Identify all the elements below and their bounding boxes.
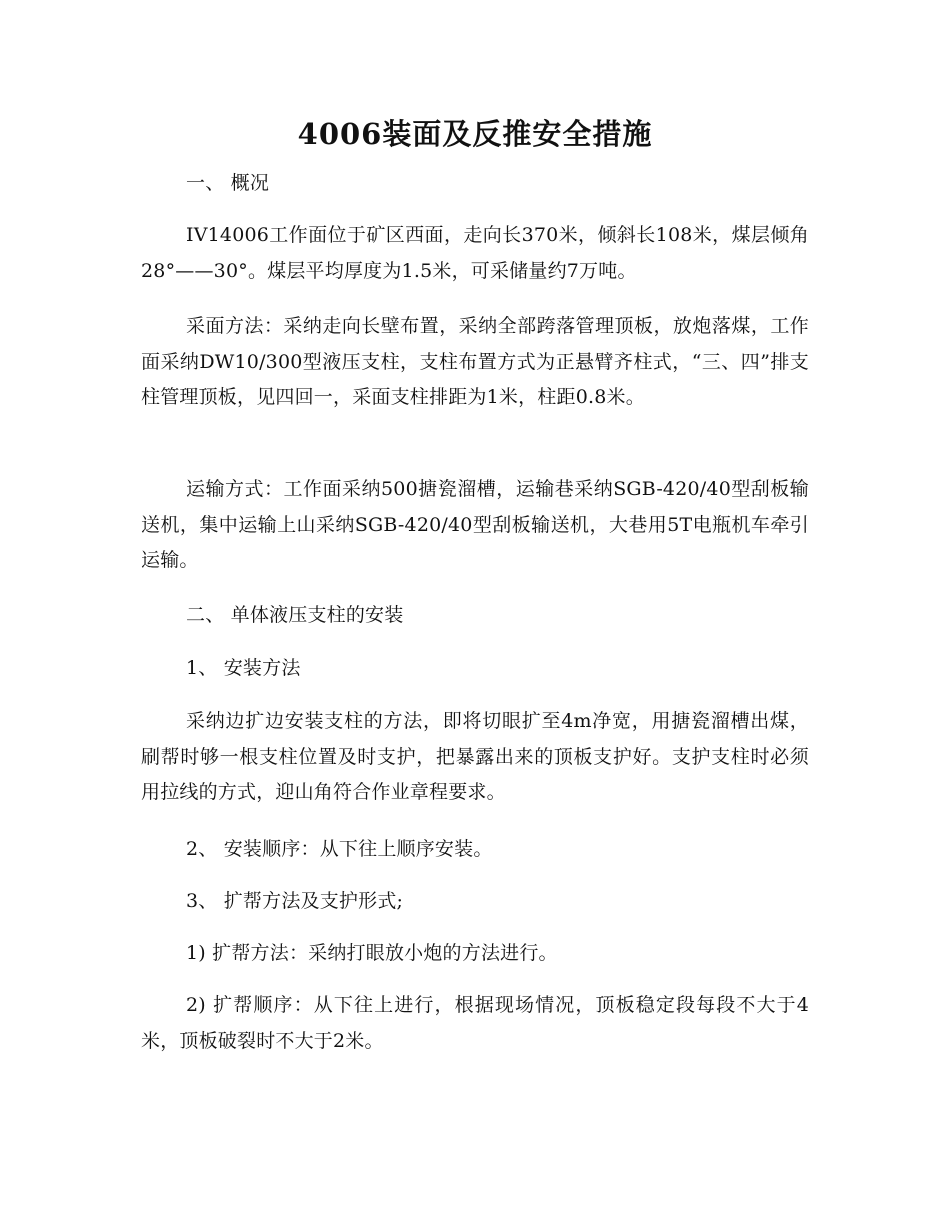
item-expansion-order: 2) 扩帮顺序：从下往上进行，根据现场情况，顶板稳定段每段不大于4米，顶板破裂时不大于2米。 <box>141 994 809 1052</box>
document-title: 4006装面及反推安全措施 <box>297 117 653 151</box>
item-expansion-method: 1) 扩帮方法：采纳打眼放小炮的方法进行。 <box>186 942 558 964</box>
subheading-install-method: 1、 安装方法 <box>186 657 301 679</box>
paragraph-mining-method: 采面方法：采纳走向长壁布置，采纳全部跨落管理顶板，放炮落煤，工作面采纳DW10/300型液压支柱，支柱布置方式为正悬臂齐柱式，“三、四”排支柱管理顶板，见四回一，采面支柱排距为1米，柱距0.8米。 <box>141 315 809 408</box>
paragraph-transport-method: 运输方式：工作面采纳500搪瓷溜槽，运输巷采纳SGB-420/40型刮板输送机，集中运输上山采纳SGB-420/40型刮板输送机，大巷用5T电瓶机车牵引运输。 <box>141 478 809 571</box>
item-install-order: 2、 安装顺序：从下往上顺序安装。 <box>186 838 493 860</box>
section-heading-overview: 一、 概况 <box>186 172 270 194</box>
section-heading-installation: 二、 单体液压支柱的安装 <box>186 604 404 626</box>
paragraph-overview: IV14006工作面位于矿区西面，走向长370米，倾斜长108米，煤层倾角28°——30°。煤层平均厚度为1.5米，可采储量约7万吨。 <box>141 224 809 282</box>
item-expansion-and-support: 3、 扩帮方法及支护形式; <box>186 890 404 912</box>
paragraph-install-method: 采纳边扩边安装支柱的方法，即将切眼扩至4m净宽，用搪瓷溜槽出煤，刷帮时够一根支柱位置及时支护，把暴露出来的顶板支护好。支护支柱时必须用拉线的方式，迎山角符合作业章程要求。 <box>141 710 809 803</box>
